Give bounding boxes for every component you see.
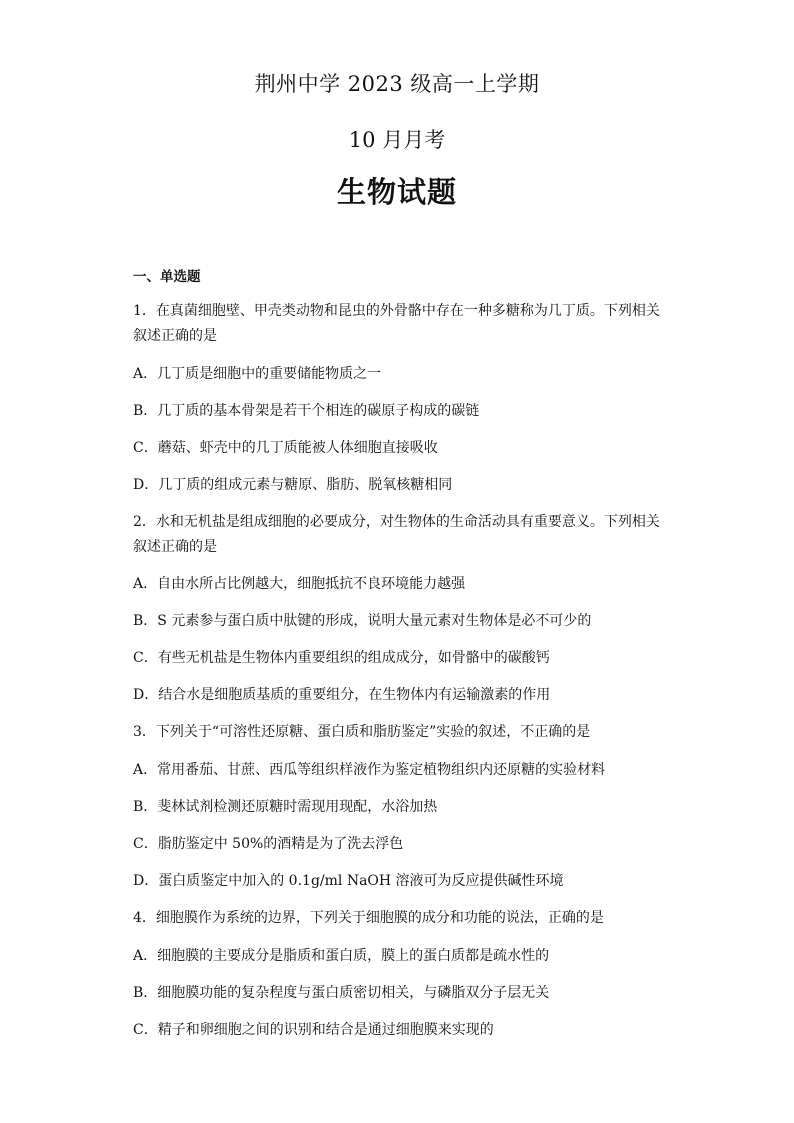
page-title: 生物试题 — [336, 175, 457, 209]
question-3-option-b: B．斐林试剂检测还原糖时需现用现配，水浴加热 — [133, 799, 438, 815]
question-3-option-a: A．常用番茄、甘蔗、西瓜等组织样液作为鉴定植物组织内还原糖的实验材料 — [133, 762, 606, 778]
question-4-option-b: B．细胞膜功能的复杂程度与蛋白质密切相关，与磷脂双分子层无关 — [133, 985, 550, 1001]
section-heading: 一、单选题 — [133, 269, 201, 285]
question-1-stem: 1．在真菌细胞壁、甲壳类动物和昆虫的外骨骼中存在一种多糖称为几丁质。下列相关 — [133, 303, 660, 319]
question-1-option-c: C．蘑菇、虾壳中的几丁质能被人体细胞直接吸收 — [133, 440, 438, 456]
question-3-option-c: C．脂肪鉴定中 50%的酒精是为了洗去浮色 — [133, 836, 404, 852]
question-3-option-d: D．蛋白质鉴定中加入的 0.1g/ml NaOH 溶液可为反应提供碱性环境 — [133, 873, 564, 889]
question-2-option-c: C．有些无机盐是生物体内重要组织的组成成分，如骨骼中的碳酸钙 — [133, 650, 550, 666]
question-1-option-d: D．几丁质的组成元素与糖原、脂肪、脱氧核糖相同 — [133, 477, 453, 493]
question-4-stem: 4．细胞膜作为系统的边界，下列关于细胞膜的成分和功能的说法，正确的是 — [133, 910, 604, 926]
question-2-option-d: D．结合水是细胞质基质的重要组分，在生物体内有运输激素的作用 — [133, 687, 551, 703]
question-2-stem: 2．水和无机盐是组成细胞的必要成分，对生物体的生命活动具有重要意义。下列相关 — [133, 514, 660, 530]
question-2-option-b: B．S 元素参与蛋白质中肽键的形成，说明大量元素对生物体是必不可少的 — [133, 613, 592, 629]
question-1-option-b: B．几丁质的基本骨架是若干个相连的碳原子构成的碳链 — [133, 403, 480, 419]
exam-heading: 10 月月考 — [348, 128, 446, 152]
question-4-option-c: C．精子和卵细胞之间的识别和结合是通过细胞膜来实现的 — [133, 1022, 494, 1038]
question-1-option-a: A．几丁质是细胞中的重要储能物质之一 — [133, 366, 382, 382]
question-4-option-a: A．细胞膜的主要成分是脂质和蛋白质，膜上的蛋白质都是疏水性的 — [133, 948, 550, 964]
school-term-heading: 荆州中学 2023 级高一上学期 — [254, 72, 540, 96]
question-2-option-a: A．自由水所占比例越大，细胞抵抗不良环境能力越强 — [133, 576, 466, 592]
question-2-stem-continued: 叙述正确的是 — [133, 539, 217, 555]
question-3-stem: 3．下列关于“可溶性还原糖、蛋白质和脂肪鉴定”实验的叙述，不正确的是 — [133, 724, 591, 740]
question-1-stem-continued: 叙述正确的是 — [133, 328, 217, 344]
